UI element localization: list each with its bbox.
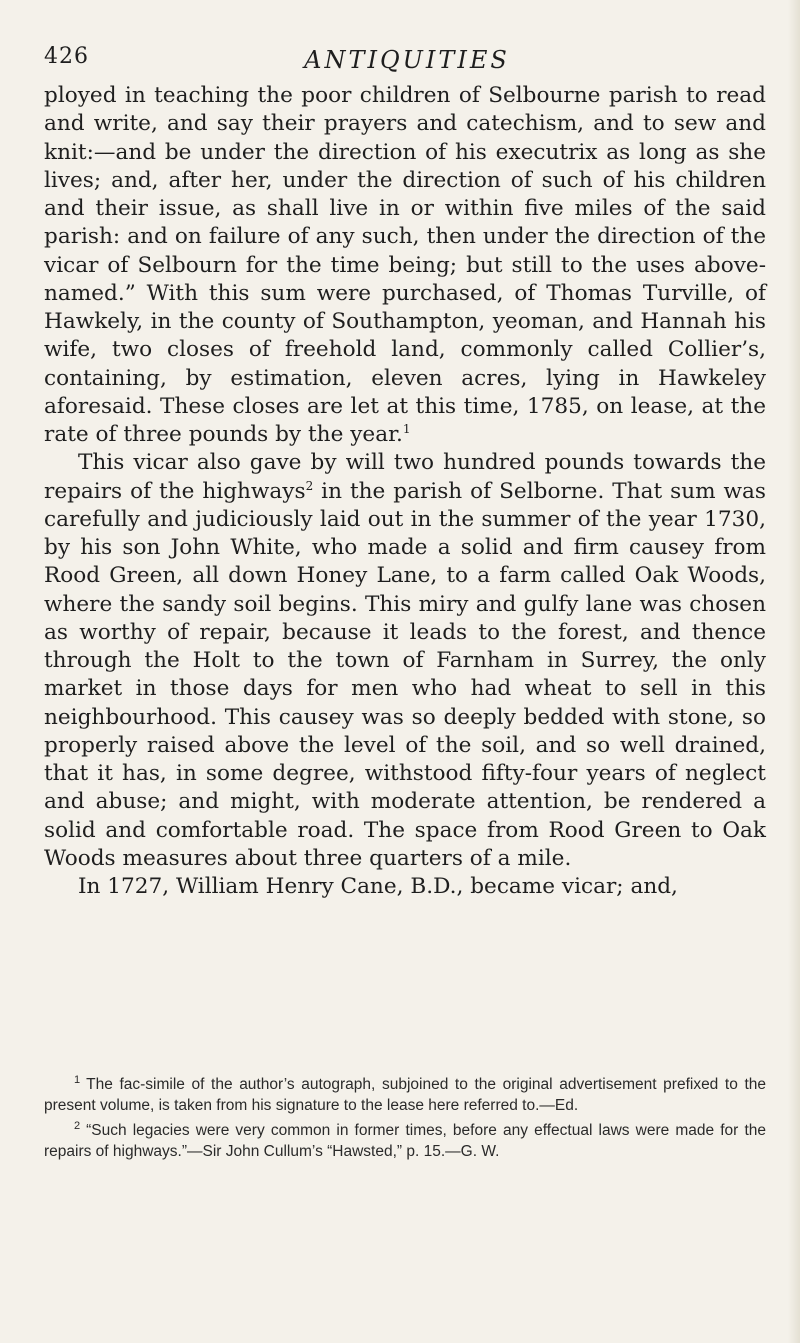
page-number: 426	[44, 44, 89, 69]
footnote-reference: 2	[305, 478, 314, 493]
body-text	[44, 82, 766, 901]
paragraph	[44, 873, 766, 901]
footnote-text: The fac-simile of the author’s autograph, subjoined to the original advertisement prefixed to the present volume, is taken from his signature to the lease here referred to.—Ed.	[44, 1076, 766, 1114]
footnotes	[44, 1070, 766, 1162]
footnote-mark: 1	[74, 1074, 81, 1086]
paragraph-text: This vicar also gave by will two hundred pounds towards the repairs of the highways	[44, 450, 766, 504]
footnote-reference: 1	[402, 422, 411, 436]
page-header	[44, 44, 740, 74]
footnote	[44, 1116, 766, 1162]
paragraph	[44, 449, 766, 873]
paragraph-text: in the parish of Selborne. That sum was carefully and judiciously laid out in the summer of the year 1730, by his son John White, who made a solid and firm causey from Rood Green, all down Honey Lane, to a farm called Oak Woods, where the sandy soil begins. This miry and gulfy lane was chosen as worthy of repair, because it leads to the forest, and thence through the Holt to the town of Farnham in Surrey, the only market in those days for men who had wheat to sell in this neighbourhood. This causey was so deeply bedded with stone, so properly raised above the level of the soil, and so well drained, that it has, in some degree, withstood fifty-four years of neglect and abuse; and might, with moderate attention, be rendered a solid and comfortable road. The space from Rood Green to Oak Woods measures about three quarters of a mile.	[44, 478, 766, 871]
footnote-text: “Such legacies were very common in former times, before any effectual laws were made for the repairs of highways.”—Sir John Cullum’s “Hawsted,” p. 15.—G. W.	[44, 1122, 766, 1160]
page-edge-shadow	[788, 0, 800, 1343]
paragraph-text: ployed in teaching the poor children of Selbourne parish to read and write, and say their prayers and catechism, and to sew and knit:—and be under the direction of his executrix as long as she lives; and, after her, under the direction of such of his children and their issue, as shall live in or within five miles of the said parish: and on failure of any such, then under the direction of the vicar of Selbourn for the time being; but still to the uses above-named.” With this sum were purchased, of Thomas Turville, of Hawkely, in the county of Southampton, yeoman, and Hannah his wife, two closes of freehold land, commonly called Collier’s, containing, by estimation, eleven acres, lying in Hawkeley aforesaid. These closes are let at this time, 1785, on lease, at the rate of three pounds by the year.	[44, 83, 766, 447]
running-title: ANTIQUITIES	[304, 46, 510, 74]
footnote	[44, 1070, 766, 1116]
footnote-mark: 2	[74, 1120, 81, 1132]
paragraph-text: In 1727, William Henry Cane, B.D., became vicar; and,	[78, 874, 678, 899]
paragraph-continued	[44, 82, 766, 449]
